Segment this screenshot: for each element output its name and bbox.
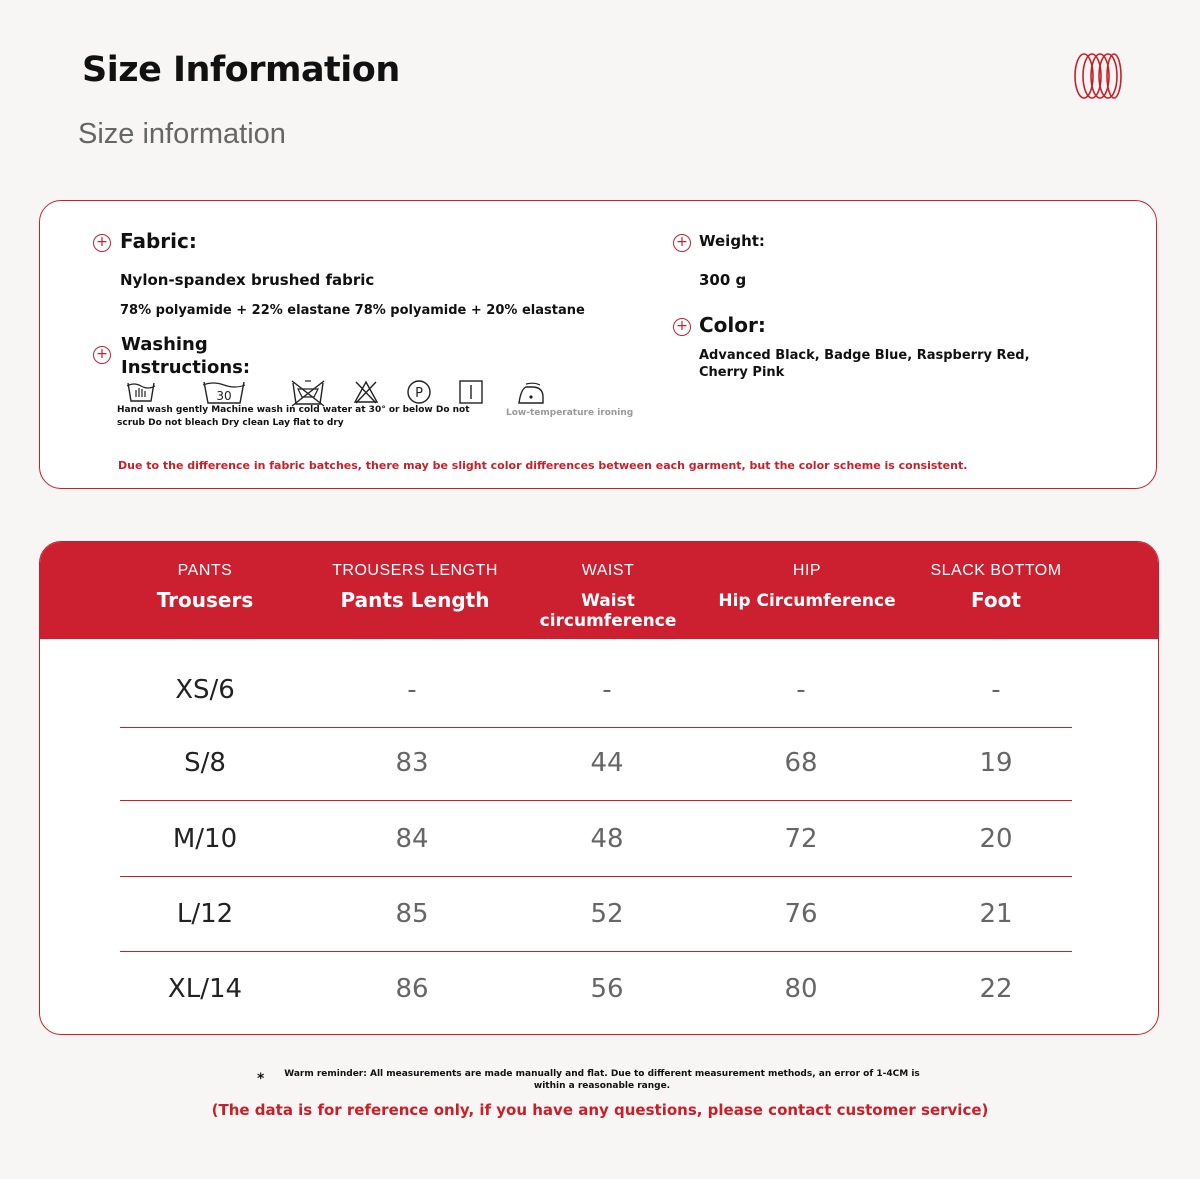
table-row <box>40 652 1158 728</box>
table-row <box>40 801 1158 877</box>
foot-cell: 20 <box>979 824 1013 854</box>
waist-cell: 44 <box>590 748 624 778</box>
page-subtitle: Size information <box>78 118 286 150</box>
foot-cell: - <box>991 675 1001 705</box>
washing-instructions-text: Hand wash gently Machine wash in cold water at 30° or below Do not scrub Do not bleach Dry clean Lay flat to dry <box>117 405 470 428</box>
color-label: Color: <box>699 313 766 337</box>
length-cell: 86 <box>395 974 429 1004</box>
hand-wash-icon <box>126 379 156 405</box>
foot-cell: 19 <box>979 748 1013 778</box>
hip-cell: 80 <box>784 974 818 1004</box>
plus-icon: + <box>673 234 691 252</box>
waist-cell: 48 <box>590 824 624 854</box>
column-header <box>906 542 1086 639</box>
ironing-label: Low-temperature ironing <box>506 408 634 418</box>
no-bleach-icon <box>353 379 379 405</box>
hip-cell: 72 <box>784 824 818 854</box>
machine-wash-30-icon <box>202 379 246 405</box>
column-header-label: Hip Circumference <box>718 591 896 611</box>
plus-icon: + <box>673 318 691 336</box>
column-header-en: HIP <box>792 562 822 579</box>
column-header-label: Foot <box>971 588 1021 612</box>
warm-reminder: Warm reminder: All measurements are made manually and flat. Due to different measurement methods, an error of 1-4CM is within a reasonable range. <box>284 1069 920 1091</box>
column-header-label: Pants Length <box>340 588 490 612</box>
hip-cell: - <box>796 675 806 705</box>
column-header <box>115 542 295 639</box>
wash-temp-label: 30 <box>216 389 232 403</box>
fabric-name: Nylon-spandex brushed fabric <box>120 271 375 289</box>
disclaimer: (The data is for reference only, if you have any questions, please contact customer service) <box>211 1101 989 1119</box>
size-cell: M/10 <box>172 824 238 854</box>
waist-cell: - <box>602 675 612 705</box>
plus-icon: + <box>93 346 111 364</box>
hip-cell: 76 <box>784 899 818 929</box>
foot-cell: 22 <box>979 974 1013 1004</box>
size-cell: L/12 <box>176 899 234 929</box>
size-cell: S/8 <box>184 748 226 778</box>
column-header-en: SLACK BOTTOM <box>930 562 1062 579</box>
color-value: Advanced Black, Badge Blue, Raspberry Red, Cherry Pink <box>699 348 1030 380</box>
dry-clean-letter: P <box>415 386 423 401</box>
column-header-label: Waist circumference <box>539 591 677 631</box>
asterisk: * <box>257 1071 265 1087</box>
column-header <box>320 542 510 639</box>
length-cell: 84 <box>395 824 429 854</box>
weight-value: 300 g <box>699 271 747 289</box>
foot-cell: 21 <box>979 899 1013 929</box>
weight-label: Weight: <box>699 232 765 250</box>
column-header-en: TROUSERS LENGTH <box>332 562 498 579</box>
fabric-label: Fabric: <box>120 229 197 253</box>
waist-cell: 52 <box>590 899 624 929</box>
dry-clean-icon <box>406 379 432 405</box>
page-title: Size Information <box>82 50 400 90</box>
table-row <box>40 725 1158 801</box>
size-cell: XL/14 <box>167 974 243 1004</box>
fabric-composition: 78% polyamide + 22% elastane 78% polyamide + 20% elastane <box>120 303 585 318</box>
table-row <box>40 876 1158 952</box>
length-cell: 83 <box>395 748 429 778</box>
low-iron-icon <box>516 379 546 407</box>
table-header <box>40 542 1158 639</box>
length-cell: 85 <box>395 899 429 929</box>
column-header <box>707 542 907 639</box>
column-header-en: PANTS <box>177 562 233 579</box>
length-cell: - <box>407 675 417 705</box>
size-cell: XS/6 <box>175 675 235 705</box>
no-tumble-dry-icon <box>290 379 326 407</box>
column-header-label: Trousers <box>156 588 254 612</box>
column-header <box>510 542 706 639</box>
brand-rings-icon <box>1072 50 1124 102</box>
waist-cell: 56 <box>590 974 624 1004</box>
color-notice: Due to the difference in fabric batches, there may be slight color differences between each garment, but the color scheme is consistent. <box>118 459 968 472</box>
plus-icon: + <box>93 234 111 252</box>
size-table <box>39 541 1159 1035</box>
washing-label: Washing Instructions: <box>121 334 251 378</box>
table-row <box>40 951 1158 1027</box>
lay-flat-dry-icon <box>458 379 484 405</box>
hip-cell: 68 <box>784 748 818 778</box>
column-header-en: WAIST <box>581 562 635 579</box>
